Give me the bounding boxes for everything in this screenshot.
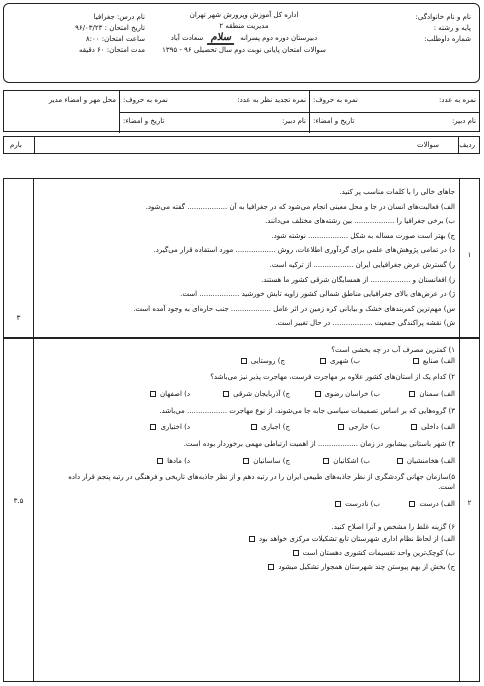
question-1: [3, 178, 480, 338]
candidate-number-label: شماره داوطلب:: [424, 35, 471, 43]
checkbox[interactable]: [243, 458, 249, 464]
checkbox[interactable]: [411, 424, 417, 430]
checkbox[interactable]: [338, 424, 344, 430]
option[interactable]: ب) نادرست: [335, 499, 380, 510]
school-location: سعادت آباد: [170, 34, 204, 42]
teacher-label-2: نام دبیر:: [281, 117, 306, 125]
school-line: [154, 32, 334, 45]
option[interactable]: ب) شهری: [285, 355, 360, 366]
checkbox[interactable]: [150, 391, 156, 397]
exam-info: [10, 12, 145, 56]
grade-number-label: نمره به عدد:: [438, 96, 476, 104]
statement-option[interactable]: ب) کوچک‌ترین واحد تقسیمات کشوری دهستان است: [38, 546, 455, 560]
option[interactable]: ج) آذربایجان شرقی: [190, 389, 290, 400]
exam-header: [3, 3, 480, 83]
sign-label: تاریخ و امضاء:: [313, 117, 355, 125]
question-2-body: [38, 345, 455, 574]
option[interactable]: د) مادها: [157, 455, 190, 466]
option[interactable]: ب) خراسان رضوی: [290, 389, 380, 400]
option[interactable]: الف) سمنان: [380, 389, 455, 400]
instruction: جاهای خالی را با کلمات مناسب پر کنید.: [339, 188, 455, 196]
mc-question-1: ۱) کمترین مصرف آب در چه بخشی است؟: [331, 346, 455, 354]
score-column-label: بارم: [10, 141, 22, 149]
checkbox[interactable]: [223, 391, 229, 397]
blank-item: الف) فعالیت‌های انسان در جا و محل معینی انجام می‌شود که در جغرافیا به آن .................. گفته می‌شود.: [145, 202, 455, 211]
exam-duration: مدت امتحان: ۶۰ دقیقه: [78, 46, 145, 54]
option[interactable]: ب) خارجی: [290, 422, 380, 433]
statement-option[interactable]: الف) از لحاظ نظام اداری شهرستان تابع تشکیلات مرکزی خواهد بود: [38, 532, 455, 546]
option[interactable]: الف) داخلی: [380, 422, 455, 433]
education-office: اداره کل آموزش وپرورش شهر تهران: [189, 11, 299, 19]
exam-time: ساعت امتحان: ۸:۰۰: [85, 35, 145, 43]
mc-options-1: [38, 355, 455, 366]
exam-date: تاریخ امتحان : ۹۶/۰۳/۲۳: [75, 24, 145, 32]
checkbox[interactable]: [413, 358, 419, 364]
district: مدیریت منطقه ۲: [219, 22, 269, 30]
blank-item: ب) برخی جغرافیا را .................. بین رشته‌های مختلف می‌دانند.: [265, 217, 455, 226]
school-info: [154, 10, 334, 56]
questions-column-label: سوالات: [416, 141, 439, 149]
question-number: ۱: [467, 251, 472, 259]
blank-item: ر) گسترش عرض جغرافیایی ایران .................. از ترکیه است.: [269, 260, 455, 269]
mc-question-3: ۳) گروه‌هایی که بر اساس تصمیمات سیاسی جابه جا می‌شوند، از نوع مهاجرت .................. می‌باشد.: [159, 406, 455, 415]
checkbox[interactable]: [150, 424, 156, 430]
mc-question-5-cont: است.: [438, 483, 455, 492]
option[interactable]: الف) هخامنشیان: [370, 455, 455, 466]
mc-question-5: ۵)سازمان جهانی گردشگری از نظر جاذبه‌های طبیعی ایران را در رتبه دهم و از نظر جاذبه‌های تاریخی و فرهنگی در رتبه پنجم قرار داده: [68, 473, 455, 482]
statement-option[interactable]: ج) بخش از بهم پیوستن چند شهرستان همجوار تشکیل میشود: [38, 560, 455, 574]
question-score: ۳: [16, 314, 21, 322]
blank-item: س) مهم‌ترین کمربندهای خشک و بیابانی کره زمین در اثر عامل .................. جنب حاره‌ای به وجود آمده است.: [133, 304, 455, 313]
option[interactable]: الف) صنایع: [360, 355, 455, 366]
blank-item: ج) بهتر است صورت مساله به شکل .................. نوشته شود.: [271, 231, 455, 240]
exam-title: سوالات امتحان پایانی نوبت دوم سال تحصیلی ۹۶ - ۱۳۹۵: [162, 46, 326, 54]
checkbox[interactable]: [157, 458, 163, 464]
option[interactable]: ج) اجباری: [190, 422, 290, 433]
question-number: ۲: [467, 499, 472, 507]
teacher-label: نام دبیر:: [451, 117, 476, 125]
mc-question-2: ۲) کدام یک از استان‌های کشور علاوه بر مهاجرت فرست، مهاجرت پذیر نیز می‌باشد؟: [210, 373, 455, 382]
checkbox[interactable]: [323, 458, 329, 464]
sign-label-2: تاریخ و امضاء:: [123, 117, 165, 125]
checkbox[interactable]: [249, 536, 255, 542]
question-score: ۳.۵: [13, 497, 24, 505]
option[interactable]: د) اصفهان: [150, 389, 190, 400]
checkbox[interactable]: [251, 424, 257, 430]
row-column-label: ردیف: [459, 141, 475, 149]
checkbox[interactable]: [315, 391, 321, 397]
checkbox[interactable]: [293, 550, 299, 556]
mc-options-4: [38, 455, 455, 466]
mc-options-2: [38, 389, 455, 400]
option[interactable]: الف) درست: [380, 499, 455, 510]
blank-item: ش) نقشه پراکندگی جمعیت .................. در حال تغییر است.: [275, 319, 455, 328]
blank-item: ز) افغانستان و .................. از همسایگان شرقی کشور ما هستند.: [261, 275, 455, 284]
seal-cell: [4, 91, 119, 133]
question-2: [3, 338, 480, 682]
student-info: [331, 12, 471, 45]
review-letters-label: نمره به حروف:: [123, 96, 168, 104]
mc-question-6: ۶) گزینه غلط را مشخص و آنرا اصلاح کنید.: [331, 522, 455, 531]
column-header: [3, 136, 480, 154]
grade-letters-label: نمره به حروف:: [313, 96, 358, 104]
checkbox[interactable]: [241, 358, 247, 364]
checkbox[interactable]: [409, 501, 415, 507]
student-name-label: نام و نام خانوادگی:: [415, 13, 471, 21]
checkbox[interactable]: [409, 391, 415, 397]
review-number-label: نمره تجدید نظر به عدد:: [237, 96, 306, 104]
grade-field-label: پایه و رشته :: [433, 24, 471, 32]
course-name: نام درس: جغرافیا: [93, 13, 145, 21]
blank-item: د) در تمامی پژوهش‌های علمی برای گردآوری اطلاعات، روش .................. مورد استفاده قرار می‌گیرد.: [153, 246, 455, 255]
option[interactable]: ب) اشکانیان: [290, 455, 370, 466]
blank-item: ژ) در عرض‌های بالای جغرافیایی مناطق شمالی کشور زاویه تابش خورشید .................. است.: [180, 290, 455, 299]
option[interactable]: د) اختیاری: [150, 422, 190, 433]
mc-options-3: [38, 422, 455, 433]
question-1-body: [38, 185, 455, 331]
seal-label: محل مهر و امضاء مدیر: [48, 96, 116, 104]
mc-options-5: [38, 499, 455, 510]
school-logo: سلام: [207, 32, 236, 45]
checkbox[interactable]: [320, 358, 326, 364]
mc-question-4: ۴) شهر باستانی بیشابور در زمان .................. از اهمیت ارتباطی مهمی برخوردار بوده است.: [183, 439, 455, 448]
checkbox[interactable]: [335, 501, 341, 507]
checkbox[interactable]: [268, 564, 274, 570]
option[interactable]: ج) ساسانیان: [190, 455, 290, 466]
option[interactable]: ج) روستایی: [241, 355, 285, 366]
checkbox[interactable]: [397, 458, 403, 464]
school-name: دبیرستان دوره دوم پسرانه: [240, 34, 318, 42]
grades-table: [3, 90, 480, 132]
